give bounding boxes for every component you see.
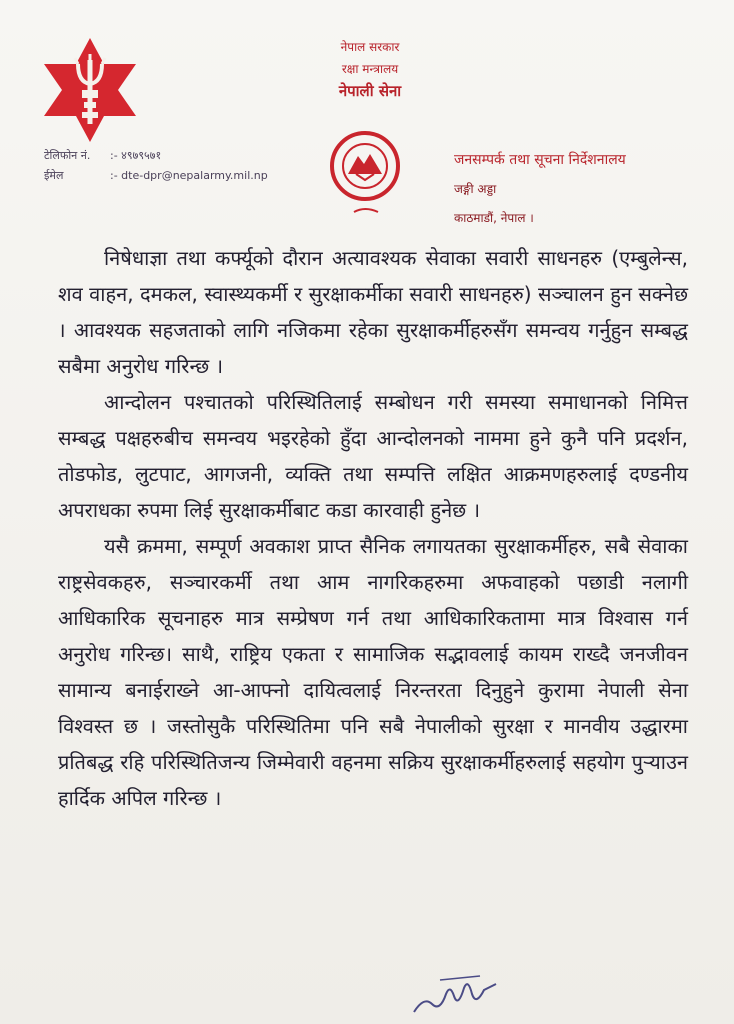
contact-info	[44, 146, 294, 186]
nepal-army-emblem-icon	[44, 38, 136, 142]
email-value: :- dte-dpr@nepalarmy.mil.np	[110, 169, 268, 182]
gov-line-3: नेपाली सेना	[338, 82, 402, 100]
paragraph-1: निषेधाज्ञा तथा कर्फ्यूको दौरान अत्यावश्यक सेवाका सवारी साधनहरु (एम्बुलेन्स, शव वाहन, दमकल, स्वास्थ्यकर्मी र सुरक्षाकर्मीका सवारी साधनहरु) सञ्चालन हुन सक्नेछ । आवश्यक सहजताको लागि नजिकमा रहेका सुरक्षाकर्मीहरुसँग समन्वय गर्नुहुन सम्बद्ध सबैमा अनुरोध गरिन्छ ।	[58, 246, 688, 378]
gov-line-1: नेपाल सरकार	[340, 40, 400, 54]
location-line-1: जङ्गी अड्डा	[454, 182, 497, 196]
telephone-value: :- ४९७९५७१	[110, 149, 162, 162]
directorate-name: जनसम्पर्क तथा सूचना निर्देशनालय	[454, 152, 626, 168]
location-line-2: काठमाडौं, नेपाल ।	[454, 211, 534, 225]
telephone-label: टेलिफोन नं.	[44, 149, 91, 162]
email-label: ईमेल	[44, 169, 64, 182]
paragraph-2: आन्दोलन पश्चातको परिस्थितिलाई सम्बोधन गरी समस्या समाधानको निमित्त सम्बद्ध पक्षहरुबीच समन्वय भइरहेको हुँदा आन्दोलनको नाममा हुने कुनै पनि प्रदर्शन, तोडफोड, लुटपाट, आगजनी, व्यक्ति तथा सम्पत्ति लक्षित आक्रमणहरुलाई दण्डनीय अपराधका रुपमा लिई सुरक्षाकर्मीबाट कडा कारवाही हुनेछ ।	[58, 390, 688, 522]
notice-body	[58, 240, 688, 816]
directorate-seal-icon	[326, 128, 404, 218]
telephone-row	[44, 146, 294, 166]
directorate-block	[454, 146, 714, 233]
gov-line-2: रक्षा मन्त्रालय	[341, 62, 399, 76]
email-row	[44, 166, 294, 186]
government-heading	[300, 36, 440, 102]
paragraph-3: यसै क्रममा, सम्पूर्ण अवकाश प्राप्त सैनिक लगायतका सुरक्षाकर्मीहरु, सबै सेवाका राष्ट्रसेवकहरु, सञ्चारकर्मी तथा आम नागरिकहरुमा अफवाहको पछाडी नलागी आधिकारिक सूचनाहरु मात्र सम्प्रेषण गर्न तथा आधिकारिकतामा मात्र विश्वास गर्न अनुरोध गरिन्छ। साथै, राष्ट्रिय एकता र सामाजिक सद्भावलाई कायम राख्दै जनजीवन सामान्य बनाईराख्ने आ-आफ्नो दायित्वलाई निरन्तरता दिनुहुने कुरामा नेपाली सेना विश्वस्त छ । जस्तोसुकै परिस्थितिमा पनि सबै नेपालीको सुरक्षा र मानवीय उद्धारमा प्रतिबद्ध रहि परिस्थितिजन्य जिम्मेवारी वहनमा सक्रिय सुरक्षाकर्मीहरुलाई सहयोग पुर्‍याउन हार्दिक अपिल गरिन्छ ।	[58, 534, 688, 810]
signature-icon	[410, 966, 500, 1018]
